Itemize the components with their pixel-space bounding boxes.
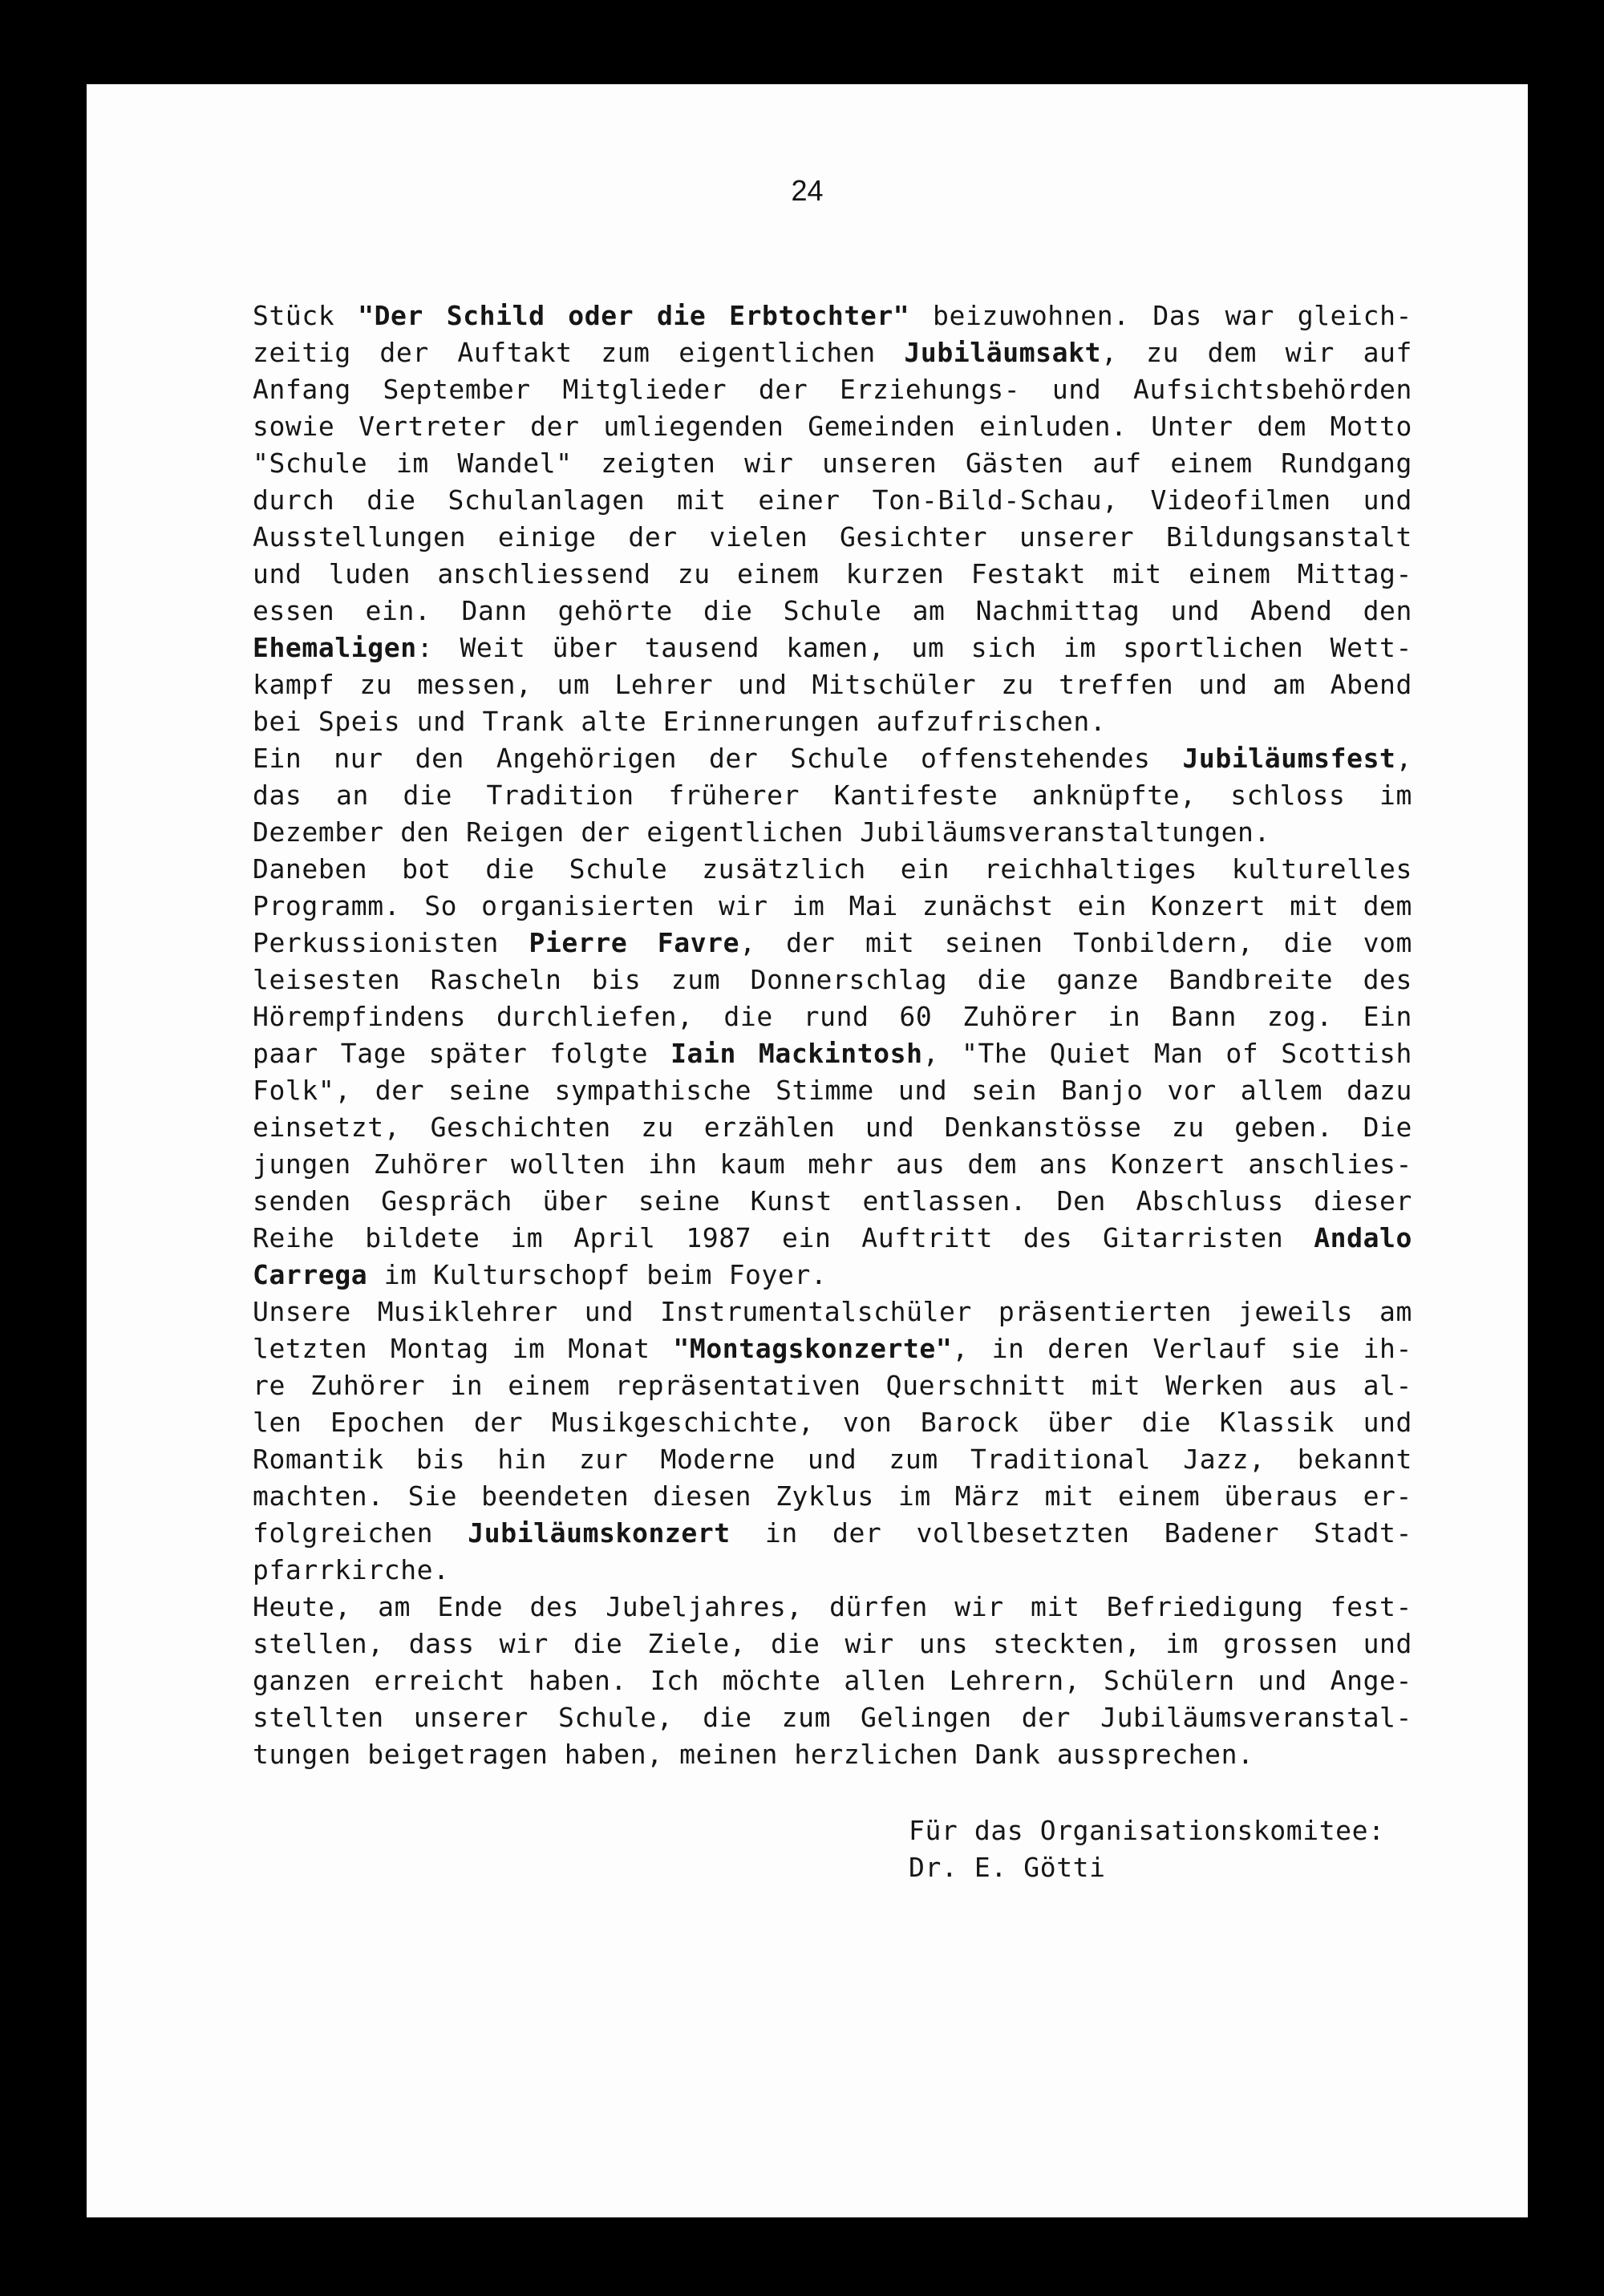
body-line: Ausstellungen einige der vielen Gesichter unserer Bildungsanstalt	[253, 521, 1412, 553]
body-line: folgreichen Jubiläumskonzert in der vollbesetzten Badener Stadt-	[253, 1517, 1412, 1549]
body-line: Unsere Musiklehrer und Instrumentalschüler präsentierten jeweils am	[253, 1296, 1412, 1327]
bold-phrase: "Der Schild oder die Erbtochter"	[358, 300, 910, 331]
bold-phrase: "Montagskonzerte"	[673, 1333, 953, 1364]
body-line: bei Speis und Trank alte Erinnerungen aufzufrischen.	[253, 706, 1107, 737]
body-line: sowie Vertreter der umliegenden Gemeinden einluden. Unter dem Motto	[253, 411, 1412, 442]
bold-phrase: Jubiläumsakt	[904, 337, 1102, 368]
signature-name-line: Dr. E. Götti	[909, 1852, 1106, 1883]
body-line: Reihe bildete im April 1987 ein Auftritt des Gitarristen Andalo	[253, 1222, 1412, 1253]
body-line: Programm. So organisierten wir im Mai zunächst ein Konzert mit dem	[253, 890, 1412, 921]
body-line: re Zuhörer in einem repräsentativen Querschnitt mit Werken aus al-	[253, 1370, 1412, 1401]
body-line: Stück "Der Schild oder die Erbtochter" beizuwohnen. Das war gleich-	[253, 300, 1412, 331]
body-line: kampf zu messen, um Lehrer und Mitschüler zu treffen und am Abend	[253, 669, 1412, 700]
body-line: ganzen erreicht haben. Ich möchte allen Lehrern, Schülern und Ange-	[253, 1665, 1412, 1696]
body-line: und luden anschliessend zu einem kurzen Festakt mit einem Mittag-	[253, 558, 1412, 589]
body-line: essen ein. Dann gehörte die Schule am Nachmittag und Abend den	[253, 595, 1412, 626]
body-line: Daneben bot die Schule zusätzlich ein reichhaltiges kulturelles	[253, 853, 1412, 885]
bold-phrase: Iain Mackintosh	[670, 1038, 923, 1069]
body-line: Ein nur den Angehörigen der Schule offenstehendes Jubiläumsfest,	[253, 743, 1412, 774]
body-line: stellen, dass wir die Ziele, die wir uns steckten, im grossen und	[253, 1628, 1412, 1659]
signature-committee-line: Für das Organisationskomitee:	[909, 1815, 1385, 1846]
body-line: pfarrkirche.	[253, 1554, 450, 1585]
body-line: len Epochen der Musikgeschichte, von Barock über die Klassik und	[253, 1407, 1412, 1438]
bold-phrase: Carrega	[253, 1259, 368, 1290]
bold-phrase: Jubiläumskonzert	[468, 1517, 731, 1549]
body-line: Dezember den Reigen der eigentlichen Jubiläumsveranstaltungen.	[253, 816, 1270, 848]
bold-phrase: Andalo	[1314, 1222, 1412, 1253]
body-line: leisesten Rascheln bis zum Donnerschlag die ganze Bandbreite des	[253, 964, 1412, 995]
body-line: Folk", der seine sympathische Stimme und sein Banjo vor allem dazu	[253, 1075, 1412, 1106]
body-line: machten. Sie beendeten diesen Zyklus im März mit einem überaus er-	[253, 1480, 1412, 1512]
body-line: Hörempfindens durchliefen, die rund 60 Zuhörer in Bann zog. Ein	[253, 1001, 1412, 1032]
body-line: Anfang September Mitglieder der Erziehungs- und Aufsichtsbehörden	[253, 374, 1412, 405]
body-line: durch die Schulanlagen mit einer Ton-Bild-Schau, Videofilmen und	[253, 484, 1412, 516]
body-line: Romantik bis hin zur Moderne und zum Traditional Jazz, bekannt	[253, 1444, 1412, 1475]
body-line: paar Tage später folgte Iain Mackintosh, "The Quiet Man of Scottish	[253, 1038, 1412, 1069]
body-line: Heute, am Ende des Jubeljahres, dürfen wir mit Befriedigung fest-	[253, 1591, 1412, 1622]
body-line: "Schule im Wandel" zeigten wir unseren Gästen auf einem Rundgang	[253, 447, 1412, 479]
body-line: stellten unserer Schule, die zum Gelingen der Jubiläumsveranstal-	[253, 1702, 1412, 1733]
bold-phrase: Ehemaligen	[253, 632, 417, 663]
body-line: Ehemaligen: Weit über tausend kamen, um sich im sportlichen Wett-	[253, 632, 1412, 663]
body-line: Carrega im Kulturschopf beim Foyer.	[253, 1259, 828, 1290]
body-line: einsetzt, Geschichten zu erzählen und Denkanstösse zu geben. Die	[253, 1112, 1412, 1143]
body-line: Perkussionisten Pierre Favre, der mit seinen Tonbildern, die vom	[253, 927, 1412, 958]
document-page	[87, 84, 1528, 2217]
body-line: zeitig der Auftakt zum eigentlichen Jubiläumsakt, zu dem wir auf	[253, 337, 1412, 368]
body-line: letzten Montag im Monat "Montagskonzerte", in deren Verlauf sie ih-	[253, 1333, 1412, 1364]
body-line: jungen Zuhörer wollten ihn kaum mehr aus dem ans Konzert anschlies-	[253, 1148, 1412, 1180]
page-number: 24	[791, 174, 824, 207]
bold-phrase: Jubiläumsfest	[1182, 743, 1396, 774]
body-line: tungen beigetragen haben, meinen herzlichen Dank aussprechen.	[253, 1739, 1254, 1770]
signature-block	[909, 1812, 1385, 1886]
bold-phrase: Pierre Favre	[529, 927, 740, 958]
body-line: senden Gespräch über seine Kunst entlassen. Den Abschluss dieser	[253, 1185, 1412, 1217]
body-line: das an die Tradition früherer Kantifeste anknüpfte, schloss im	[253, 780, 1412, 811]
body-text	[253, 298, 1412, 1773]
